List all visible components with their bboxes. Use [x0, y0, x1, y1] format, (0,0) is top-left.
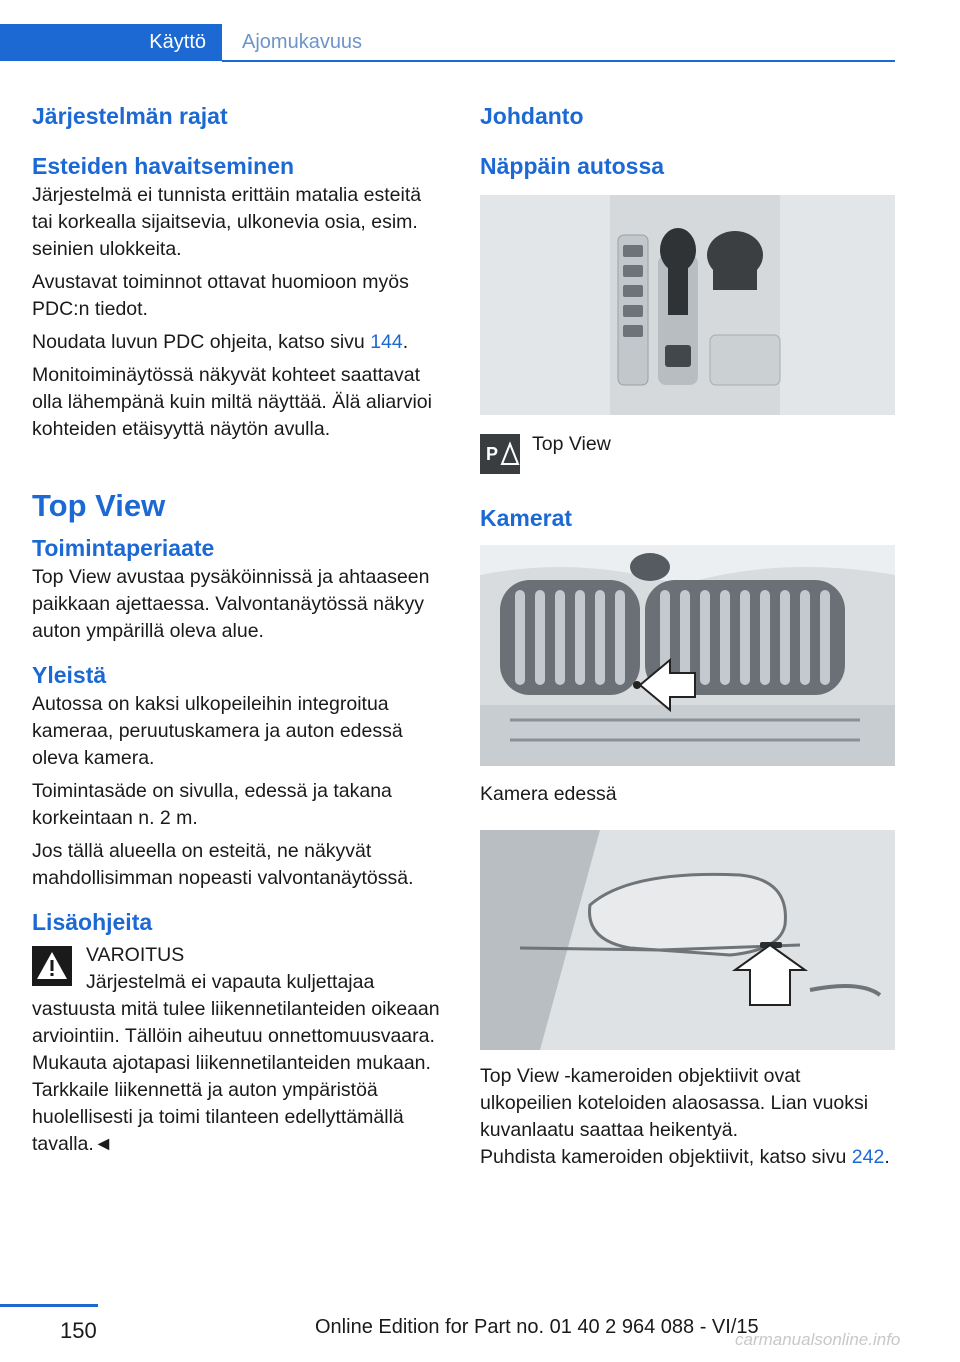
page-link-144[interactable]: 144	[370, 331, 403, 353]
paragraph-lens-location: Top View -kameroiden objektiivit ovat ulkopeilien koteloiden alaosassa. Lian vuoksi kuvanlaatu saattaa heikentyä.	[480, 1065, 869, 1141]
left-column	[32, 96, 444, 1158]
header-rule	[222, 60, 895, 62]
svg-text:P: P	[486, 444, 499, 464]
paragraph: Järjestelmä ei tunnista erittäin matalia esteitä tai korkealla sijaitsevia, ulkonevia osia, esim. seinien ulokkeita.	[32, 184, 422, 260]
front-camera-photo	[480, 545, 895, 766]
console-photo	[480, 195, 895, 415]
warning-triangle-icon	[32, 946, 72, 986]
paragraph: Toimintasäde on sivulla, edessä ja takana korkeintaan n. 2 m.	[32, 780, 392, 829]
top-view-button-icon	[480, 434, 520, 474]
heading-system-limits: Järjestelmän rajat	[32, 103, 228, 129]
heading-principle: Toimintaperiaate	[32, 535, 215, 561]
paragraph: Autossa on kaksi ulkopeileihin integroitua kameraa, peruutuskamera ja auton edessä oleva kamera.	[32, 693, 403, 769]
heading-introduction: Johdanto	[480, 103, 584, 129]
edition-info: Online Edition for Part no. 01 40 2 964 088 - VI/15	[315, 1316, 759, 1338]
watermark: carmanualsonline.info	[735, 1330, 901, 1349]
heading-obstacle-detection: Esteiden havaitseminen	[32, 153, 295, 179]
warning-title: VAROITUS	[86, 944, 185, 966]
heading-general: Yleistä	[32, 662, 107, 688]
button-label: Top View	[532, 433, 611, 455]
paragraph: Jos tällä alueella on esteitä, ne näkyvät mahdollisimman nopeasti valvontanäytössä.	[32, 840, 414, 889]
tab-kaytto[interactable]: Käyttö	[0, 24, 222, 61]
warning-body: Järjestelmä ei vapauta kuljettajaa vastuusta mitä tulee liikennetilanteiden oikeaan arviointiin. Tällöin aiheutuu onnettomuusvaara. Mukauta ajotapasi liikennetilanteiden mukaan. Tarkkaile liikennettä ja auton ympäristöä huolellisesti ja toimi tilanteen edellyttämällä tavalla.◄	[32, 971, 440, 1155]
mirror-camera-photo	[480, 830, 895, 1050]
clean-ref-end: .	[884, 1146, 890, 1168]
right-column	[480, 96, 895, 1168]
heading-button-in-car: Näppäin autossa	[480, 153, 665, 179]
paragraph-page-ref	[32, 329, 444, 356]
heading-additional-notes: Lisäohjeita	[32, 909, 153, 935]
warning-block	[32, 942, 444, 1158]
heading-top-view: Top View	[32, 488, 166, 523]
paragraph: Avustavat toiminnot ottavat huomioon myös PDC:n tiedot.	[32, 271, 409, 320]
caption-front-camera: Kamera edessä	[480, 783, 617, 805]
page-link-242[interactable]: 242	[851, 1146, 885, 1168]
paragraph: Monitoiminäytössä näkyvät kohteet saattavat olla lähempänä kuin miltä näyttää. Älä aliarvioi kohteiden etäisyyttä näytön avulla.	[32, 364, 432, 440]
paragraph: Top View avustaa pysäköinnissä ja ahtaaseen paikkaan ajettaessa. Valvontanäytössä näkyy auton ympärillä oleva alue.	[32, 566, 430, 642]
chapter-header	[0, 0, 895, 62]
tab-ajomukavuus[interactable]: Ajomukavuus	[242, 31, 363, 53]
clean-ref-text: Puhdista kameroiden objektiivit, katso sivu	[480, 1146, 852, 1168]
footer-rule	[0, 1304, 98, 1307]
page-number: 150	[60, 1318, 97, 1343]
ref-text: Noudata luvun PDC ohjeita, katso sivu	[32, 331, 371, 353]
ref-end: .	[402, 331, 409, 353]
heading-cameras: Kamerat	[480, 505, 573, 531]
paragraph-clean-ref	[480, 1144, 895, 1171]
